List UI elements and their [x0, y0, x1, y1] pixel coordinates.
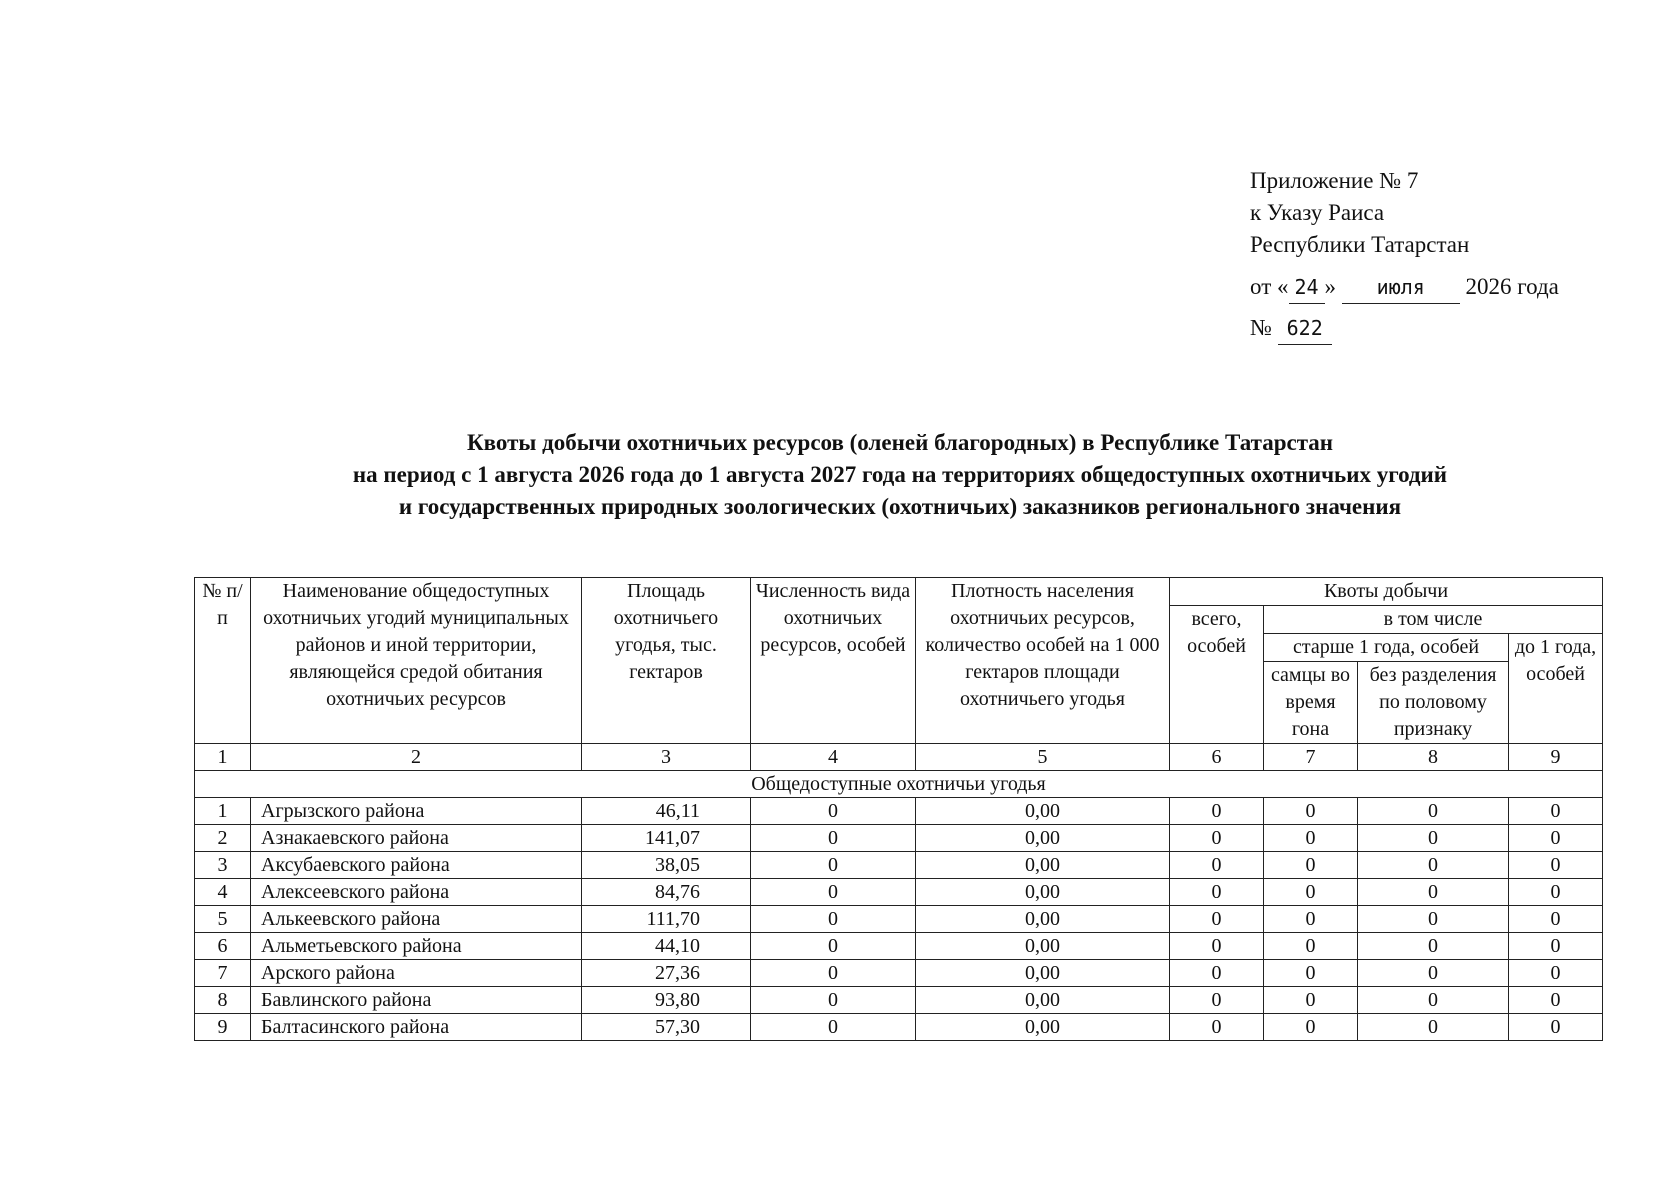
column-number: 3 [582, 744, 751, 771]
count-value: 0 [751, 933, 916, 960]
header-males: самцы во время гона [1264, 662, 1358, 744]
density-value: 0,00 [916, 879, 1170, 906]
table-row [195, 906, 1603, 933]
header-older: старше 1 года, особей [1264, 634, 1509, 662]
title-line: и государственных природных зоологических (охотничьих) заказников регионального значения [398, 494, 1402, 519]
total-quota: 0 [1170, 960, 1264, 987]
nosex-quota: 0 [1358, 960, 1509, 987]
nosex-quota: 0 [1358, 825, 1509, 852]
date-prefix: от « [1250, 274, 1289, 299]
district-name: Альметьевского района [251, 933, 582, 960]
young-quota: 0 [1509, 825, 1603, 852]
column-number: 1 [195, 744, 251, 771]
appendix-line: Республики Татарстан [1250, 232, 1470, 257]
area-value: 46,11 [582, 798, 751, 825]
young-quota: 0 [1509, 798, 1603, 825]
males-quota: 0 [1264, 798, 1358, 825]
count-value: 0 [751, 960, 916, 987]
density-value: 0,00 [916, 987, 1170, 1014]
nosex-quota: 0 [1358, 879, 1509, 906]
header-count: Численность вида охотничьих ресурсов, особей [751, 578, 916, 744]
young-quota: 0 [1509, 1014, 1603, 1041]
density-value: 0,00 [916, 798, 1170, 825]
total-quota: 0 [1170, 825, 1264, 852]
young-quota: 0 [1509, 987, 1603, 1014]
nosex-quota: 0 [1358, 1014, 1509, 1041]
count-value: 0 [751, 879, 916, 906]
table-row [195, 987, 1603, 1014]
table-row [195, 852, 1603, 879]
header-including: в том числе [1264, 606, 1603, 634]
count-value: 0 [751, 1014, 916, 1041]
density-value: 0,00 [916, 906, 1170, 933]
section-label: Общедоступные охотничьи угодья [195, 771, 1603, 798]
total-quota: 0 [1170, 798, 1264, 825]
appendix-line: к Указу Раиса [1250, 200, 1385, 225]
area-value: 38,05 [582, 852, 751, 879]
district-name: Балтасинского района [251, 1014, 582, 1041]
decree-number [1250, 312, 1559, 345]
nosex-quota: 0 [1358, 798, 1509, 825]
density-value: 0,00 [916, 1014, 1170, 1041]
young-quota: 0 [1509, 852, 1603, 879]
header-young: до 1 года, особей [1509, 634, 1603, 744]
header-density: Плотность населения охотничьих ресурсов, количество особей на 1 000 гектаров площади охотничьего угодья [916, 578, 1170, 744]
density-value: 0,00 [916, 825, 1170, 852]
section-row [195, 771, 1603, 798]
number-prefix: № [1250, 315, 1272, 340]
district-name: Алькеевского района [251, 906, 582, 933]
total-quota: 0 [1170, 879, 1264, 906]
nosex-quota: 0 [1358, 987, 1509, 1014]
count-value: 0 [751, 825, 916, 852]
density-value: 0,00 [916, 933, 1170, 960]
column-number: 6 [1170, 744, 1264, 771]
count-value: 0 [751, 852, 916, 879]
total-quota: 0 [1170, 933, 1264, 960]
area-value: 111,70 [582, 906, 751, 933]
date-year: 2026 года [1465, 274, 1559, 299]
area-value: 57,30 [582, 1014, 751, 1041]
district-name: Бавлинского района [251, 987, 582, 1014]
quota-table [194, 577, 1603, 1041]
column-number: 9 [1509, 744, 1603, 771]
count-value: 0 [751, 987, 916, 1014]
males-quota: 0 [1264, 906, 1358, 933]
title-line: Квоты добычи охотничьих ресурсов (оленей благородных) в Республике Татарстан [466, 430, 1334, 455]
row-number: 3 [195, 852, 251, 879]
row-number: 7 [195, 960, 251, 987]
nosex-quota: 0 [1358, 933, 1509, 960]
row-number: 5 [195, 906, 251, 933]
area-value: 27,36 [582, 960, 751, 987]
young-quota: 0 [1509, 879, 1603, 906]
district-name: Арского района [251, 960, 582, 987]
males-quota: 0 [1264, 987, 1358, 1014]
date-day: 24 [1289, 271, 1325, 304]
row-number: 2 [195, 825, 251, 852]
date-month: июля [1342, 271, 1460, 304]
table-row [195, 1014, 1603, 1041]
column-number: 7 [1264, 744, 1358, 771]
appendix-block [1250, 165, 1559, 345]
density-value: 0,00 [916, 852, 1170, 879]
area-value: 44,10 [582, 933, 751, 960]
column-number: 5 [916, 744, 1170, 771]
total-quota: 0 [1170, 1014, 1264, 1041]
total-quota: 0 [1170, 906, 1264, 933]
district-name: Аксубаевского района [251, 852, 582, 879]
row-number: 9 [195, 1014, 251, 1041]
total-quota: 0 [1170, 852, 1264, 879]
males-quota: 0 [1264, 1014, 1358, 1041]
count-value: 0 [751, 798, 916, 825]
nosex-quota: 0 [1358, 906, 1509, 933]
document-title [140, 427, 1660, 523]
count-value: 0 [751, 906, 916, 933]
area-value: 141,07 [582, 825, 751, 852]
district-name: Азнакаевского района [251, 825, 582, 852]
males-quota: 0 [1264, 825, 1358, 852]
young-quota: 0 [1509, 933, 1603, 960]
decree-date [1250, 271, 1559, 304]
appendix-line: Приложение № 7 [1250, 168, 1419, 193]
table-row [195, 825, 1603, 852]
table-row [195, 960, 1603, 987]
young-quota: 0 [1509, 906, 1603, 933]
date-mid: » [1324, 274, 1336, 299]
table-row [195, 933, 1603, 960]
table-row [195, 798, 1603, 825]
district-name: Агрызского района [251, 798, 582, 825]
row-number: 6 [195, 933, 251, 960]
header-nosex: без разделения по половому признаку [1358, 662, 1509, 744]
column-number: 4 [751, 744, 916, 771]
header-row [195, 578, 1603, 606]
row-number: 8 [195, 987, 251, 1014]
column-number: 2 [251, 744, 582, 771]
males-quota: 0 [1264, 852, 1358, 879]
density-value: 0,00 [916, 960, 1170, 987]
header-total: всего, особей [1170, 606, 1264, 744]
total-quota: 0 [1170, 987, 1264, 1014]
number-value: 622 [1278, 312, 1332, 345]
header-no: № п/п [195, 578, 251, 744]
district-name: Алексеевского района [251, 879, 582, 906]
young-quota: 0 [1509, 960, 1603, 987]
column-number: 8 [1358, 744, 1509, 771]
header-quotas: Квоты добычи [1170, 578, 1603, 606]
area-value: 84,76 [582, 879, 751, 906]
header-name: Наименование общедоступных охотничьих угодий муниципальных районов и иной территории, являющейся средой обитания охотничьих ресурсов [251, 578, 582, 744]
header-area: Площадь охотничьего угодья, тыс. гектаров [582, 578, 751, 744]
table-row [195, 879, 1603, 906]
row-number: 1 [195, 798, 251, 825]
males-quota: 0 [1264, 933, 1358, 960]
column-number-row [195, 744, 1603, 771]
nosex-quota: 0 [1358, 852, 1509, 879]
title-line: на период с 1 августа 2026 года до 1 августа 2027 года на территориях общедоступных охотничьих угодий [352, 462, 1448, 487]
males-quota: 0 [1264, 960, 1358, 987]
area-value: 93,80 [582, 987, 751, 1014]
row-number: 4 [195, 879, 251, 906]
males-quota: 0 [1264, 879, 1358, 906]
